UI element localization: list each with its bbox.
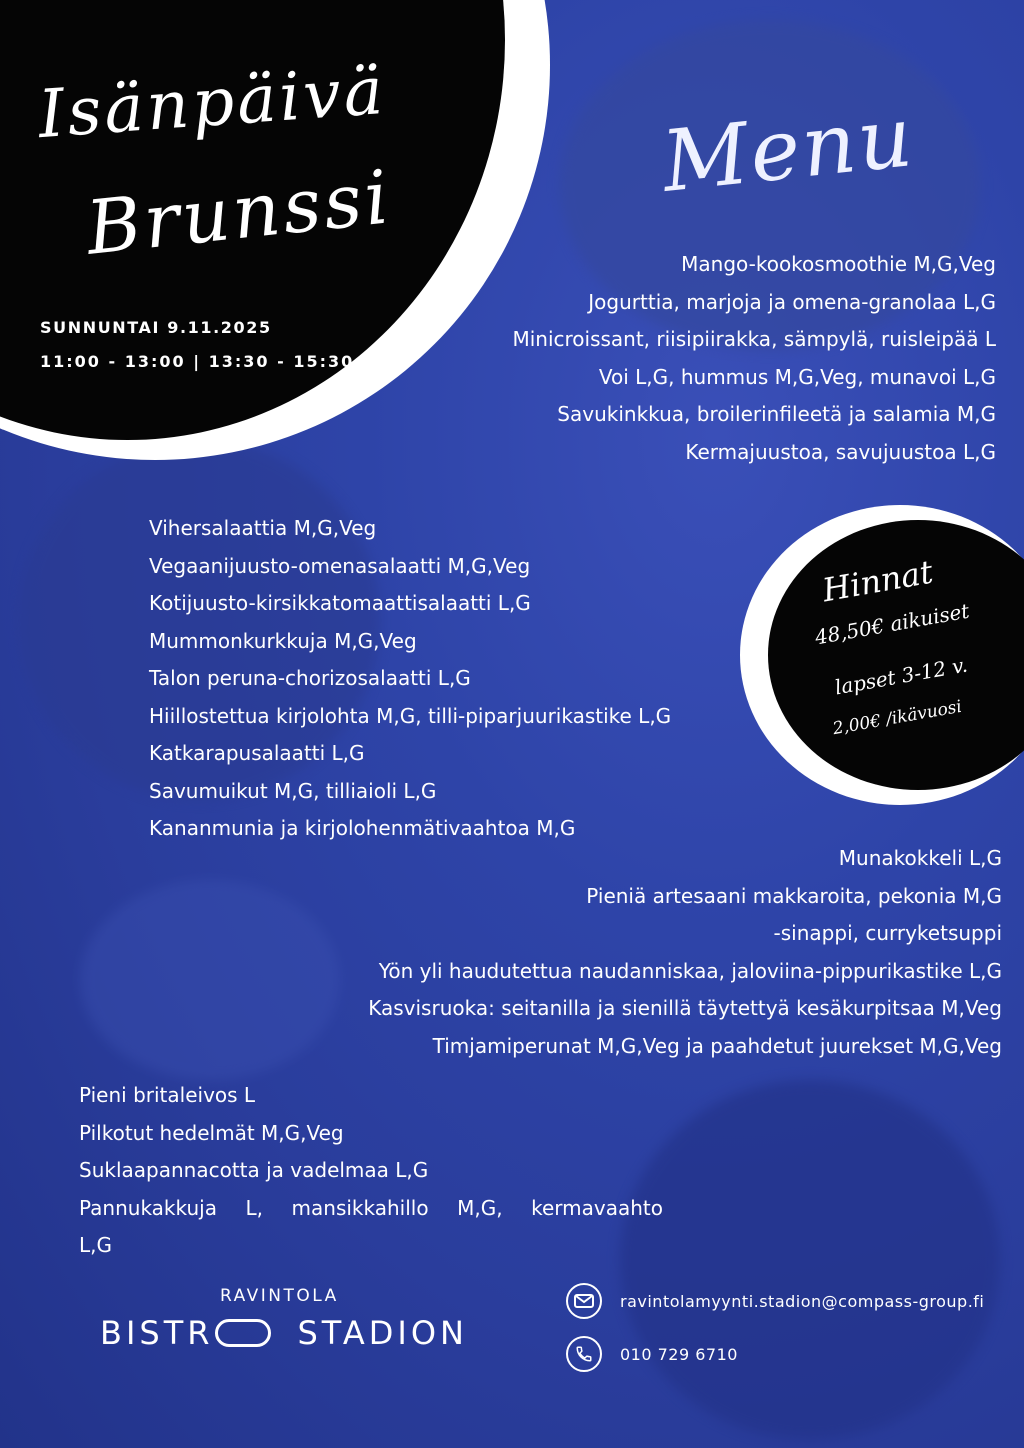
mail-icon: [566, 1283, 602, 1319]
event-title-line1: Isänpäivä: [35, 51, 389, 154]
restaurant-label: RAVINTOLA: [220, 1286, 339, 1306]
menu-item: Kananmunia ja kirjolohenmätivaahtoa M,G: [149, 816, 576, 840]
menu-item: Mummonkurkkuja M,G,Veg: [149, 628, 417, 653]
menu-item: Katkarapusalaatti L,G: [149, 741, 365, 765]
price-adults: 48,50€ aikuiset: [813, 598, 972, 650]
menu-item: Mango-kookosmoothie M,G,Veg: [681, 252, 996, 276]
menu-section-warm: [368, 840, 1002, 1065]
brand-logo: [100, 1314, 468, 1352]
event-times: 11:00 - 13:00 | 13:30 - 15:30: [40, 352, 355, 371]
menu-item: -sinappi, curryketsuppi: [773, 921, 1002, 945]
menu-item: Minicroissant, riisipiirakka, sämpylä, ruisleipää L: [512, 327, 996, 351]
menu-section-salads: [149, 510, 671, 848]
menu-item: Timjamiperunat M,G,Veg ja paahdetut juurekset M,G,Veg: [432, 1033, 1002, 1058]
menu-section-breakfast: [512, 246, 996, 471]
menu-item: Suklaapannacotta ja vadelmaa L,G: [79, 1158, 429, 1182]
menu-item: Savumuikut M,G, tilliaioli L,G: [149, 778, 437, 803]
menu-item: Kasvisruoka: seitanilla ja sienillä täytettyä kesäkurpitsaa M,Veg: [368, 996, 1002, 1020]
menu-item: Kotijuusto-kirsikkatomaattisalaatti L,G: [149, 591, 531, 615]
menu-item: Pilkotut hedelmät M,G,Veg: [79, 1120, 344, 1145]
menu-item: Savukinkkua, broilerinfileetä ja salamia M,G: [557, 402, 996, 426]
menu-item: Vihersalaattia M,G,Veg: [149, 516, 377, 540]
background-shape: [620, 1080, 1000, 1440]
email-text[interactable]: ravintolamyynti.stadion@compass-group.fi: [620, 1291, 985, 1311]
menu-item: Hiillostettua kirjolohta M,G, tilli-piparjuurikastike L,G: [149, 703, 672, 728]
menu-item: Kermajuustoa, savujuustoa L,G: [685, 439, 996, 464]
menu-item: Pieniä artesaani makkaroita, pekonia M,G: [586, 883, 1002, 908]
price-heading: Hinnat: [819, 552, 936, 610]
event-date: SUNNUNTAI 9.11.2025: [40, 318, 272, 337]
event-title-line2: Brunssi: [82, 154, 396, 272]
brand-logo-part1: BISTR: [100, 1314, 214, 1352]
menu-section-desserts: [79, 1077, 663, 1265]
menu-item: Pannukakkuja L, mansikkahillo M,G, kermavaahto: [79, 1195, 663, 1220]
menu-item: Munakokkeli L,G: [838, 846, 1002, 870]
menu-item: Jogurttia, marjoja ja omena-granolaa L,G: [588, 289, 996, 314]
menu-item: Talon peruna-chorizosalaatti L,G: [149, 666, 471, 690]
menu-heading: Menu: [657, 87, 919, 211]
menu-item: Voi L,G, hummus M,G,Veg, munavoi L,G: [598, 364, 996, 389]
contact-email[interactable]: [566, 1283, 984, 1319]
price-children: lapset 3-12 v.: [832, 652, 970, 700]
phone-text[interactable]: 010 729 6710: [620, 1344, 738, 1364]
logo-o-shape: [215, 1319, 271, 1347]
brand-logo-part2: STADION: [297, 1314, 468, 1352]
menu-item: Yön yli haudutettua naudanniskaa, jaloviina-pippurikastike L,G: [378, 958, 1002, 983]
menu-item: L,G: [79, 1233, 112, 1257]
price-per-year: 2,00€ /ikävuosi: [831, 696, 964, 740]
menu-item: Pieni britaleivos L: [79, 1083, 256, 1107]
background-shape: [80, 880, 340, 1080]
phone-icon: [566, 1336, 602, 1372]
contact-phone[interactable]: [566, 1336, 738, 1372]
menu-item: Vegaanijuusto-omenasalaatti M,G,Veg: [149, 553, 531, 578]
